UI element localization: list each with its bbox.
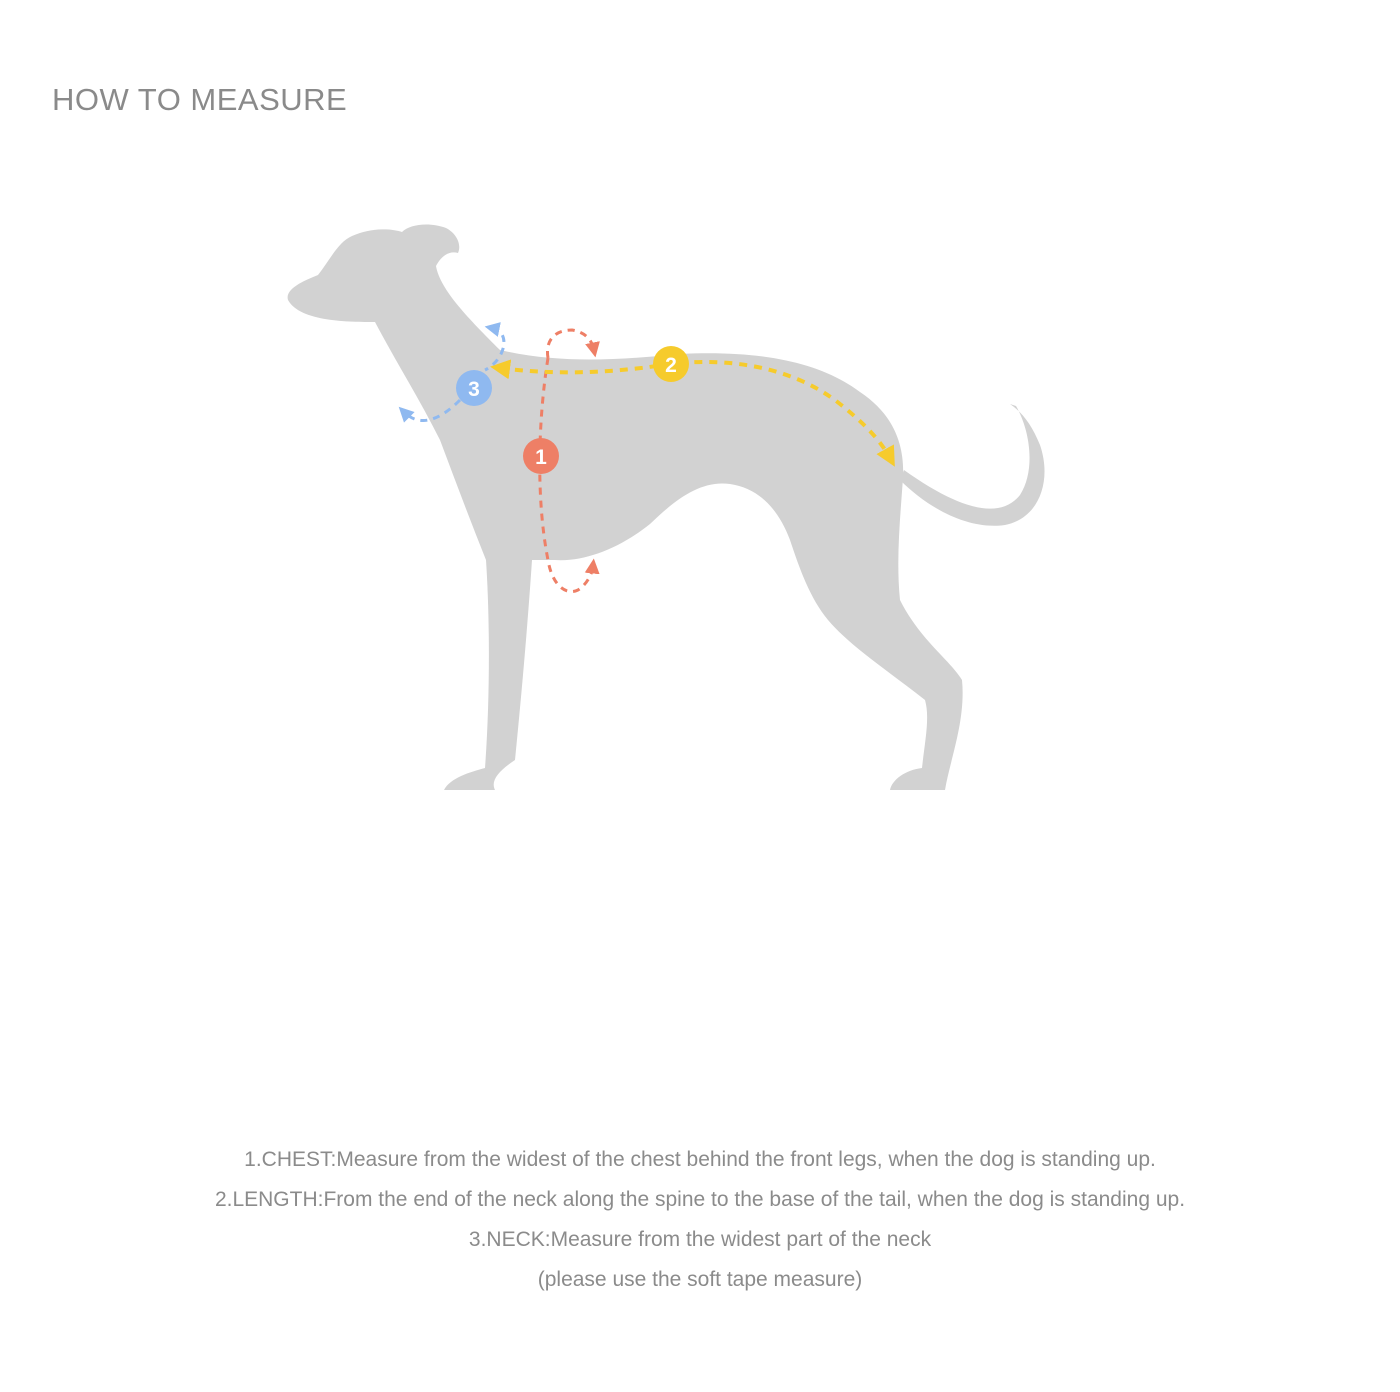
dog-silhouette [288,225,1045,790]
instruction-neck: 3.NECK:Measure from the widest part of the neck [468,1228,932,1251]
length-marker [653,346,689,382]
instruction-chest: 1.CHEST:Measure from the widest of the chest behind the front legs, when the dog is standing up. [244,1148,1156,1171]
chest-marker [523,438,559,474]
instruction-note: (please use the soft tape measure) [537,1268,863,1291]
neck-marker [456,370,492,406]
length-marker-label: 2 [665,354,677,377]
measure-instructions [0,1140,1400,1300]
chest-marker-label: 1 [535,446,547,469]
neck-marker-label: 3 [468,378,480,401]
instruction-length: 2.LENGTH:From the end of the neck along the spine to the base of the tail, when the dog is standing up. [214,1188,1186,1211]
page-title: HOW TO MEASURE [52,82,348,117]
